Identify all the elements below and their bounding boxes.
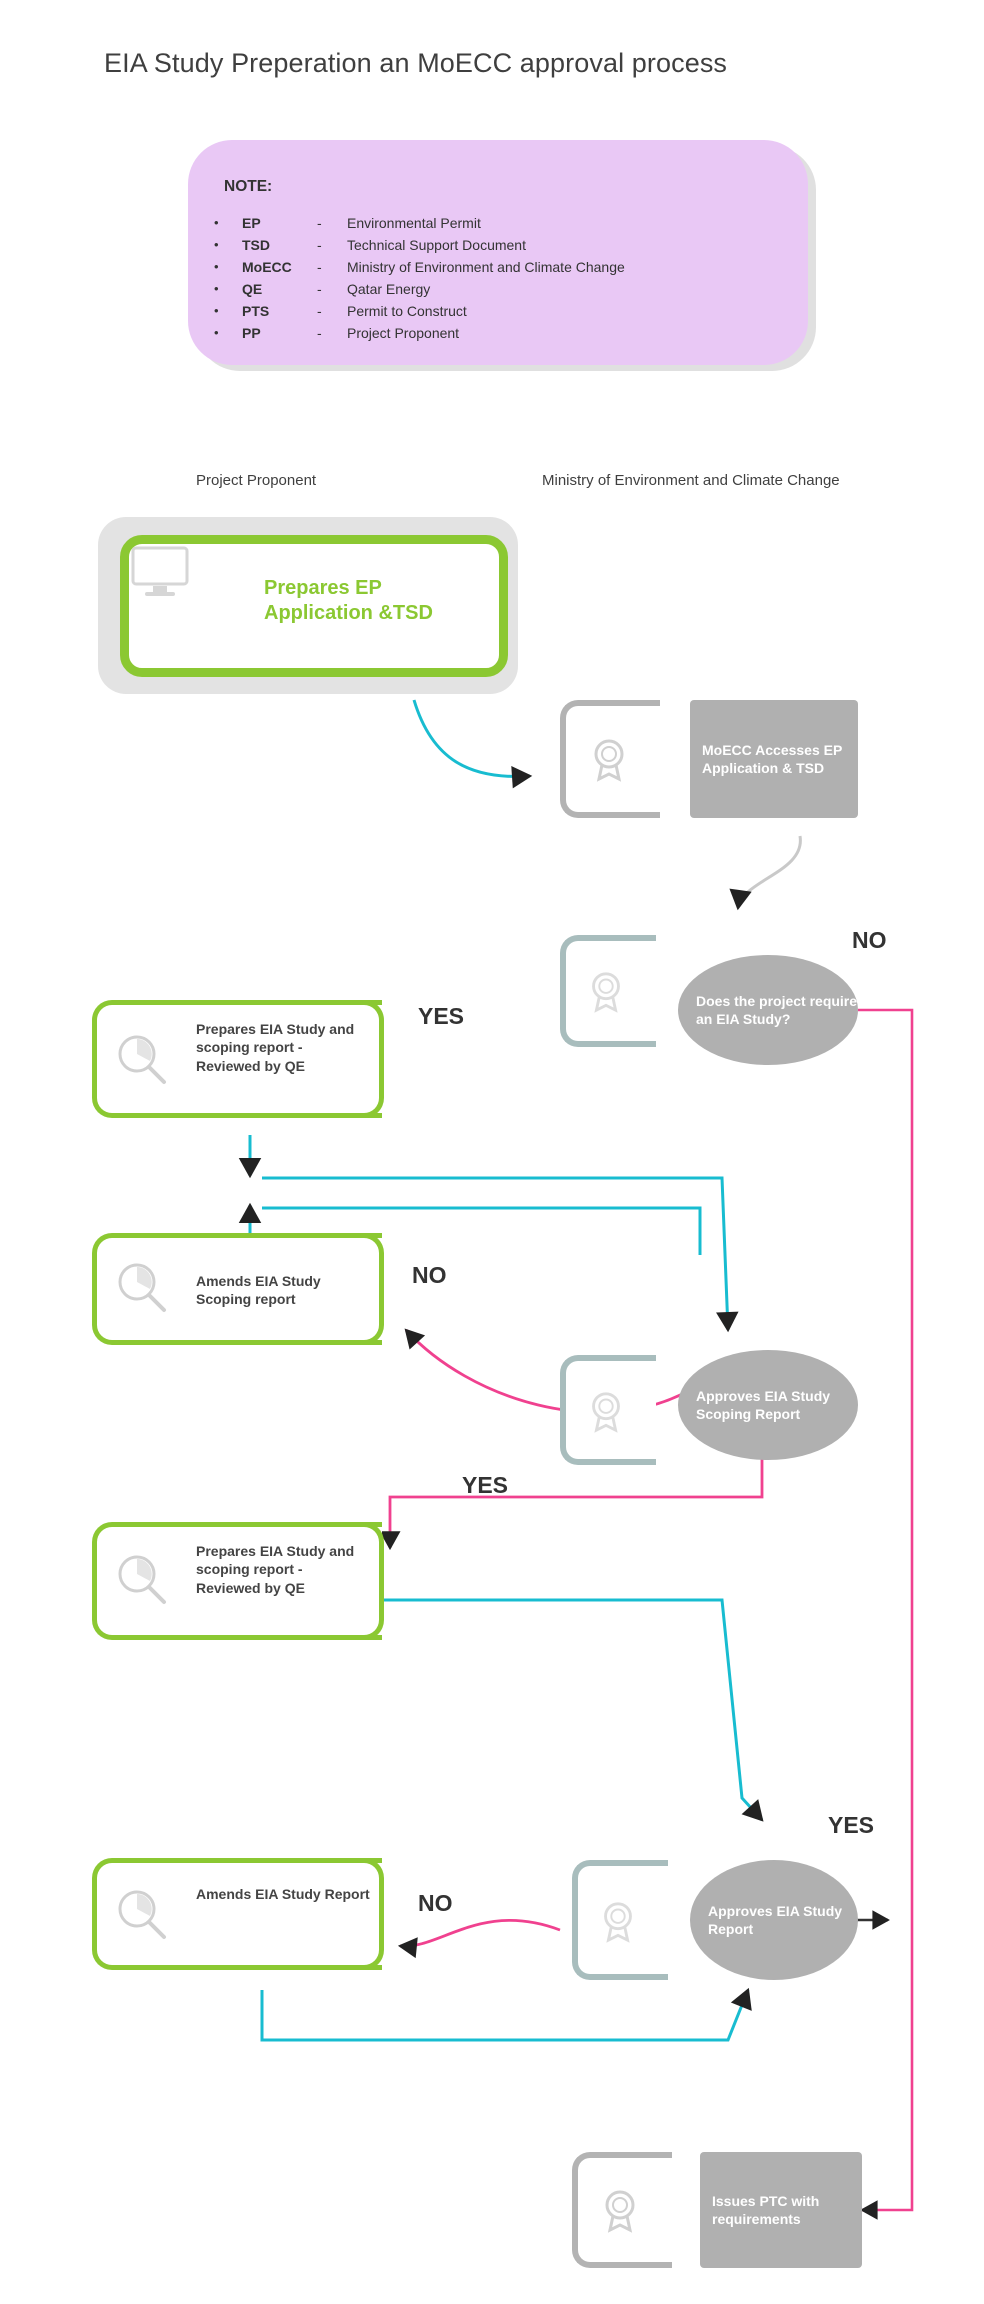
bullet-icon: • bbox=[214, 325, 219, 340]
node-label: Issues PTC with requirements bbox=[712, 2192, 820, 2227]
column-header-project-proponent: Project Proponent bbox=[196, 472, 317, 489]
note-item bbox=[214, 322, 625, 344]
node-amends-report-label: Amends EIA Study Report bbox=[196, 1886, 370, 1902]
note-desc: Ministry of Environment and Climate Change bbox=[347, 259, 625, 275]
node-prepares-eia-2-label: Prepares EIA Study and scoping report - Reviewed by QE bbox=[196, 1543, 355, 1596]
label-no-report: NO bbox=[418, 1890, 453, 1916]
note-item bbox=[214, 212, 625, 234]
certificate-badge-icon bbox=[585, 735, 633, 783]
note-heading: NOTE: bbox=[224, 178, 273, 195]
page-title: EIA Study Preperation an MoECC approval process bbox=[104, 48, 728, 78]
note-desc: Technical Support Document bbox=[347, 237, 526, 253]
note-dash: - bbox=[317, 303, 322, 319]
bullet-icon: • bbox=[214, 281, 219, 296]
certificate-badge-icon bbox=[583, 1388, 629, 1434]
node-amends-scoping-label: Amends EIA Study Scoping report bbox=[196, 1273, 321, 1308]
note-dash: - bbox=[317, 215, 322, 231]
note-abbr: PP bbox=[242, 325, 261, 341]
bullet-icon: • bbox=[214, 215, 219, 230]
label-no-scoping: NO bbox=[412, 1262, 447, 1288]
note-dash: - bbox=[317, 325, 322, 341]
magnifier-chart-icon bbox=[112, 1030, 170, 1088]
label-yes-top: YES bbox=[418, 1003, 465, 1029]
note-dash: - bbox=[317, 237, 322, 253]
node-label: MoECC Accesses EP Application & TSD bbox=[702, 741, 843, 776]
node-prepares-ep[interactable] bbox=[120, 535, 508, 677]
certificate-badge-icon bbox=[583, 968, 629, 1014]
note-dash: - bbox=[317, 281, 322, 297]
node-moecc-accesses[interactable] bbox=[690, 700, 858, 818]
certificate-badge-icon bbox=[595, 1898, 641, 1944]
bullet-icon: • bbox=[214, 259, 219, 274]
node-approves-report[interactable] bbox=[690, 1860, 858, 1980]
note-abbr: EP bbox=[242, 215, 261, 231]
node-prepares-eia-1-label: Prepares EIA Study and scoping report - Reviewed by QE bbox=[196, 1021, 355, 1074]
note-abbr: PTS bbox=[242, 303, 270, 319]
magnifier-chart-icon bbox=[112, 1550, 170, 1608]
node-issues-ptc[interactable] bbox=[700, 2152, 862, 2268]
note-desc: Project Proponent bbox=[347, 325, 460, 341]
note-item bbox=[214, 256, 625, 278]
note-dash: - bbox=[317, 259, 322, 275]
bullet-icon: • bbox=[214, 237, 219, 252]
note-desc: Environmental Permit bbox=[347, 215, 481, 231]
note-item bbox=[214, 300, 625, 322]
node-label: Prepares EP Application &TSD bbox=[264, 577, 433, 624]
node-label: Approves EIA Study Report bbox=[708, 1902, 843, 1937]
column-header-moecc: Ministry of Environment and Climate Change bbox=[542, 472, 840, 489]
node-label: Does the project require an EIA Study? bbox=[696, 992, 858, 1027]
note-abbr: MoECC bbox=[242, 259, 292, 275]
note-desc: Qatar Energy bbox=[347, 281, 431, 297]
note-abbr: TSD bbox=[242, 237, 270, 253]
label-yes-scoping: YES bbox=[462, 1472, 509, 1498]
label-yes-report: YES bbox=[828, 1812, 875, 1838]
bullet-icon: • bbox=[214, 303, 219, 318]
note-list bbox=[214, 212, 625, 344]
node-requires-eia-decision[interactable] bbox=[678, 955, 858, 1065]
note-abbr: QE bbox=[242, 281, 263, 297]
node-label: Approves EIA Study Scoping Report bbox=[696, 1387, 831, 1422]
note-desc: Permit to Construct bbox=[347, 303, 467, 319]
amends-report-frame bbox=[198, 1858, 384, 1970]
label-no-top: NO bbox=[852, 927, 887, 953]
magnifier-chart-icon bbox=[112, 1258, 170, 1316]
certificate-badge-icon bbox=[596, 2186, 644, 2234]
node-approves-scoping[interactable] bbox=[678, 1350, 858, 1460]
note-item bbox=[214, 234, 625, 256]
note-item bbox=[214, 278, 625, 300]
magnifier-chart-icon bbox=[112, 1885, 170, 1943]
